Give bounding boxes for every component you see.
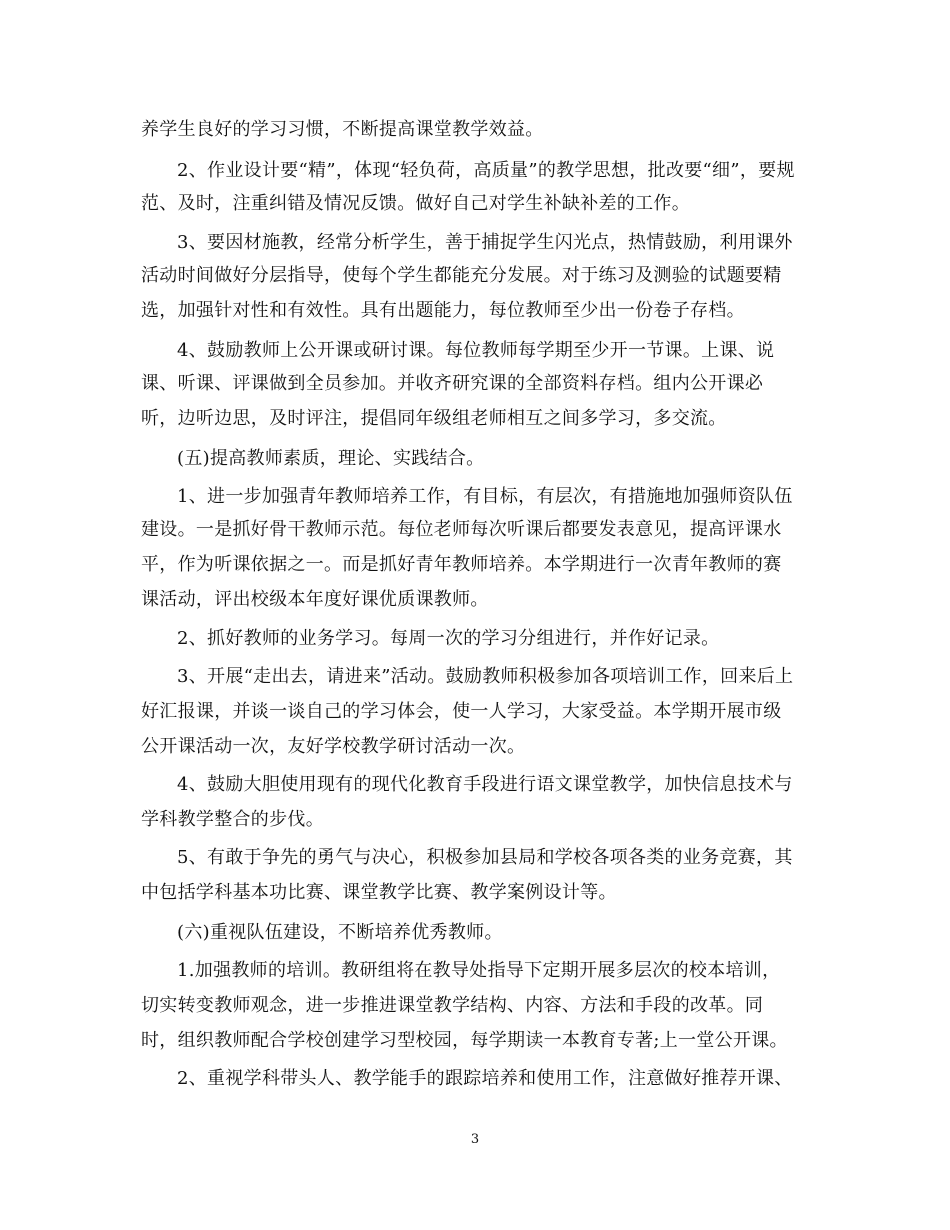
text-line: 中包括学科基本功比赛、课堂教学比赛、教学案例设计等。 xyxy=(141,882,617,903)
text-line: 1.加强教师的培训。教研组将在教导处指导下定期开展多层次的校本培训， xyxy=(177,960,781,981)
text-line: 范、及时，注重纠错及情况反馈。做好自己对学生补缺补差的工作。 xyxy=(141,193,690,214)
text-line: 养学生良好的学习习惯，不断提高课堂教学效益。 xyxy=(141,119,544,140)
section-heading: (六)重视队伍建设，不断培养优秀教师。 xyxy=(177,922,503,943)
text-line: 建设。一是抓好骨干教师示范。每位老师每次听课后都要发表意见，提高评课水 xyxy=(141,519,782,540)
text-line: 选，加强针对性和有效性。具有出题能力，每位教师至少出一份卷子存档。 xyxy=(141,300,745,321)
text-line: 3、开展“走出去，请进来”活动。鼓励教师积极参加各项培训工作，回来后上 xyxy=(177,666,794,687)
text-line: 4、鼓励大胆使用现有的现代化教育手段进行语文课堂教学，加快信息技术与 xyxy=(177,774,793,795)
text-line: 4、鼓励教师上公开课或研讨课。每位教师每学期至少开一节课。上课、说 xyxy=(177,340,775,361)
text-line: 2、作业设计要“精”，体现“轻负荷，高质量”的教学思想，批改要“细”，要规 xyxy=(177,160,795,181)
text-line: 课、听课、评课做到全员参加。并收齐研究课的全部资料存档。组内公开课必 xyxy=(141,373,764,394)
text-line: 学科教学整合的步伐。 xyxy=(141,809,324,830)
text-line: 3、要因材施教，经常分析学生，善于捕捉学生闪光点，热情鼓励，利用课外 xyxy=(177,232,793,253)
text-line: 活动时间做好分层指导，使每个学生都能充分发展。对于练习及测验的试题要精 xyxy=(141,265,782,286)
text-line: 切实转变教师观念，进一步推进课堂教学结构、内容、方法和手段的改革。同 xyxy=(141,995,764,1016)
text-line: 5、有敢于争先的勇气与决心，积极参加县局和学校各项各类的业务竞赛，其 xyxy=(177,847,793,868)
text-line: 听，边听边思，及时评注，提倡同年级组老师相互之间多学习，多交流。 xyxy=(141,408,727,429)
text-line: 2、重视学科带头人、教学能手的跟踪培养和使用工作，注意做好推荐开课、 xyxy=(177,1068,793,1089)
text-line: 课活动，评出校级本年度好课优质课教师。 xyxy=(141,589,489,610)
text-line: 平，作为听课依据之一。而是抓好青年教师培养。本学期进行一次青年教师的赛 xyxy=(141,554,782,575)
text-line: 1、进一步加强青年教师培养工作，有目标，有层次，有措施地加强师资队伍 xyxy=(177,486,793,507)
section-heading: (五)提高教师素质，理论、实践结合。 xyxy=(177,448,485,469)
text-line: 好汇报课，并谈一谈自己的学习体会，使一人学习，大家受益。本学期开展市级 xyxy=(141,701,782,722)
page-number: 3 xyxy=(470,1132,480,1147)
text-line: 时，组织教师配合学校创建学习型校园，每学期读一本教育专著;上一堂公开课。 xyxy=(141,1030,788,1051)
text-line: 公开课活动一次，友好学校教学研讨活动一次。 xyxy=(141,736,526,757)
text-line: 2、抓好教师的业务学习。每周一次的学习分组进行，并作好记录。 xyxy=(177,628,720,649)
